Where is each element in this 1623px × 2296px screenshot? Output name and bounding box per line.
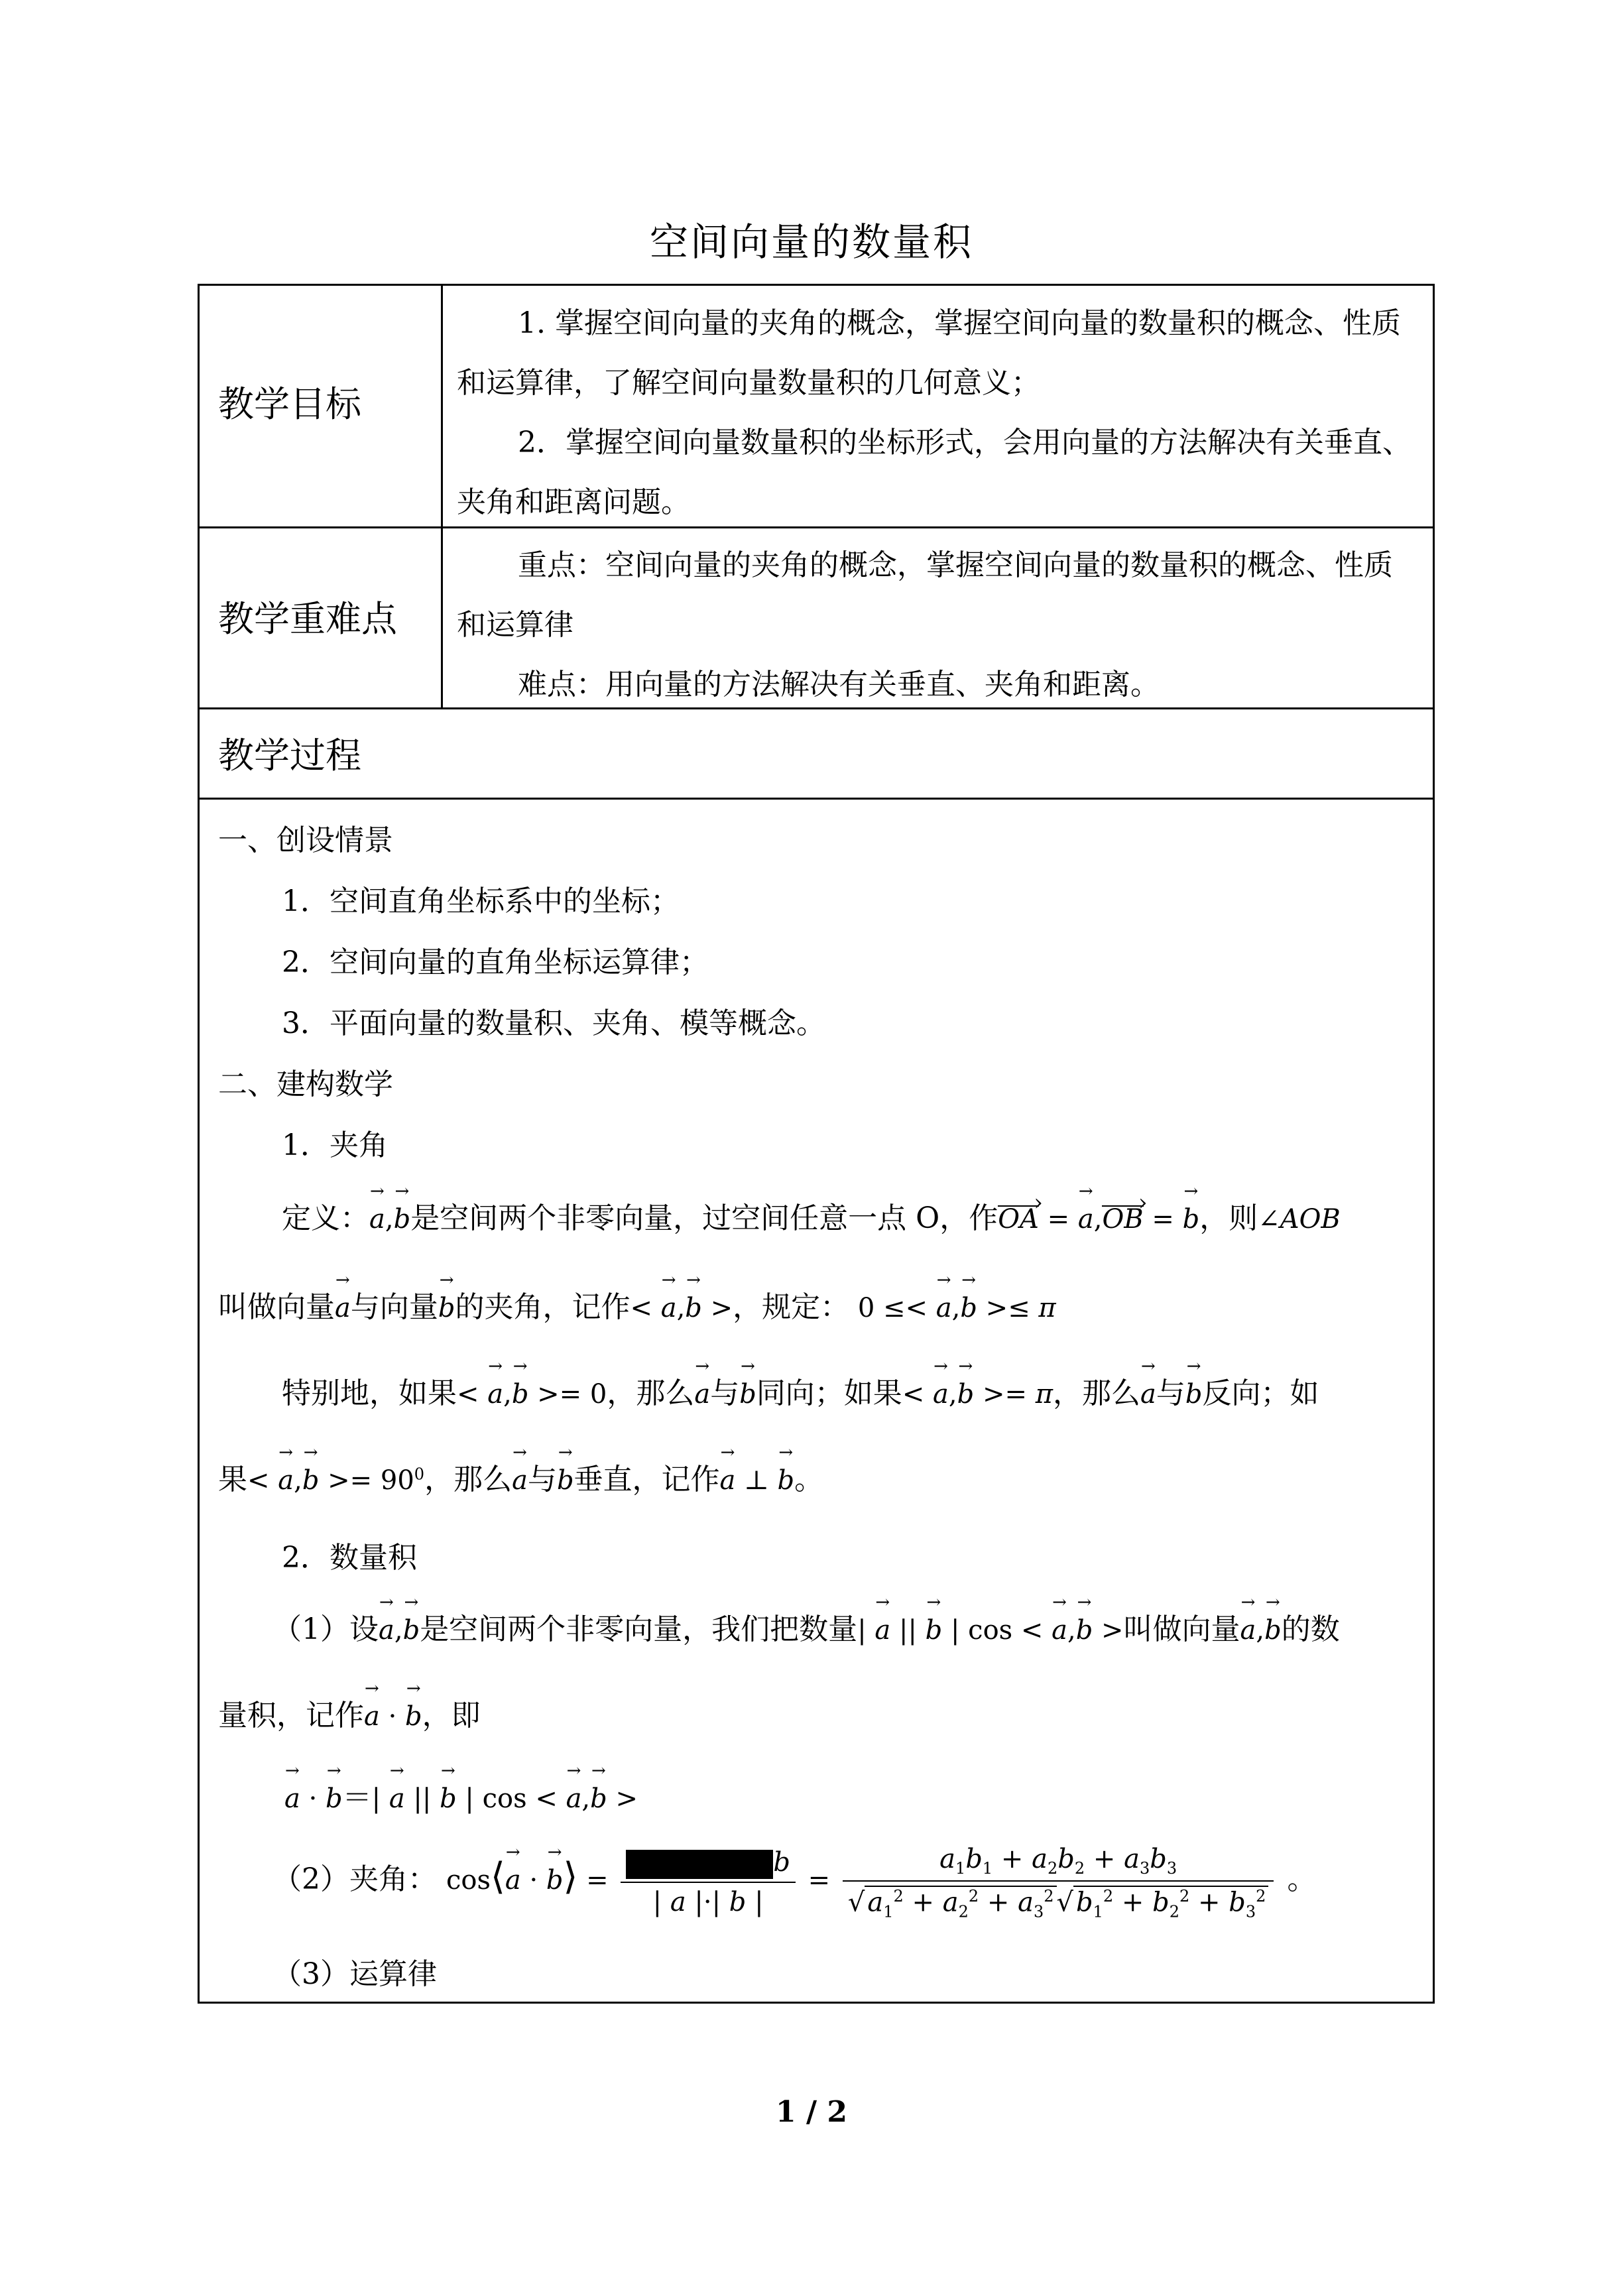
page-number: 1 / 2 bbox=[776, 2095, 847, 2129]
section-1-item-2: 2．空间向量的直角坐标运算律； bbox=[282, 945, 709, 979]
text: 同向；如果 bbox=[756, 1376, 902, 1410]
dot-product-def-line-2: 量积，记作→ a · → b，即 bbox=[218, 1691, 1419, 1734]
text: ，那么 bbox=[424, 1463, 512, 1496]
text: 垂直，记作 bbox=[573, 1463, 720, 1496]
math-angle-aob: ∠AOB bbox=[1258, 1204, 1341, 1235]
difficulties-label: 教学重难点 bbox=[218, 598, 397, 640]
dot-product-def-line-1: （1）设→ a,→ b是空间两个非零向量，我们把数量| → a || → b | cos < → a,→ b >叫做向量→ a,→ b的数 bbox=[272, 1605, 1419, 1648]
angle-definition-line-1 bbox=[282, 1194, 1419, 1237]
text: ，则 bbox=[1199, 1201, 1258, 1235]
page-title: 空间向量的数量积 bbox=[649, 219, 973, 265]
text: 定义： bbox=[282, 1201, 369, 1235]
subsection-dot-product: 2．数量积 bbox=[282, 1541, 417, 1575]
math-magnitude-product: | → a || → b | cos < → a,→ b > bbox=[857, 1615, 1123, 1646]
text: （1）设 bbox=[272, 1612, 379, 1646]
redaction-box bbox=[626, 1850, 773, 1879]
section-1-item-1: 1．空间直角坐标系中的坐标； bbox=[282, 884, 680, 918]
text: ，规定： bbox=[733, 1290, 850, 1324]
text: 特别地，如果 bbox=[282, 1376, 457, 1410]
text: 与 bbox=[710, 1376, 740, 1410]
special-case-line-2: 果< → $a,\to b >= 90^0$，那么→ a与→ b垂直，记作→ a ⊥ → b。 bbox=[218, 1455, 1419, 1498]
text: 叫做向量 bbox=[1123, 1612, 1240, 1646]
text: 与 bbox=[527, 1463, 557, 1496]
text: ，那么 bbox=[607, 1376, 695, 1410]
objective-1: 1. 掌握空间向量的夹角的概念，掌握空间向量的数量积的概念、性质和运算律，了解空间向量数量积的几何意义； bbox=[457, 306, 1401, 400]
key-point: 重点：空间向量的夹角的概念，掌握空间向量的数量积的概念、性质和运算律 bbox=[457, 548, 1393, 642]
difficulties-text bbox=[457, 536, 1419, 715]
section-2-title: 二、建构数学 bbox=[218, 1067, 393, 1101]
text: 反向；如 bbox=[1202, 1376, 1319, 1410]
text: （2）夹角： bbox=[272, 1862, 437, 1897]
math-oa-ob: OA › = → a,OB › = → b bbox=[998, 1204, 1199, 1235]
text: 果 bbox=[218, 1463, 247, 1496]
objectives-label: 教学目标 bbox=[218, 383, 361, 425]
math-a-b: → a,→ b bbox=[369, 1204, 410, 1235]
lesson-table bbox=[198, 284, 1435, 2004]
section-1-title: 一、创设情景 bbox=[218, 823, 393, 857]
math-angle-notation: < → a,→ b > bbox=[630, 1293, 733, 1323]
text: 叫做向量 bbox=[218, 1290, 335, 1324]
operation-rules: （3）运算律 bbox=[272, 1957, 437, 1991]
math-cos-angle: cos⟨→ a · → b⟩ = $\frac{b}{| a |\cdot| b |}$ = $\frac{a_1b_1 + a_2b_2 + a_3b_3}{√ a_1^2 + a_2^2 + a_3^2 √ b_1^2 + b_2^2 + b_3^2}$ bbox=[446, 1865, 1278, 1896]
objectives-text bbox=[457, 294, 1419, 532]
dot-product-formula: → a · → b＝| → a || → b | cos < → a,→ b > bbox=[284, 1774, 1419, 1816]
difficult-point: 难点：用向量的方法解决有关垂直、夹角和距离。 bbox=[518, 668, 1160, 701]
section-1-item-3: 3．平面向量的数量积、夹角、模等概念。 bbox=[282, 1006, 825, 1040]
objective-2: 2．掌握空间向量数量积的坐标形式，会用向量的方法解决有关垂直、夹角和距离问题。 bbox=[457, 426, 1412, 519]
column-divider bbox=[441, 286, 443, 707]
subsection-angle: 1．夹角 bbox=[282, 1128, 388, 1162]
text: 与向量 bbox=[350, 1290, 438, 1324]
angle-formula-line bbox=[272, 1844, 1419, 1921]
text: 是空间两个非零向量，过空间任意一点 O，作 bbox=[410, 1201, 998, 1235]
row-divider-3 bbox=[200, 798, 1433, 800]
text: 量积，记作 bbox=[218, 1699, 364, 1732]
text: 的夹角，记作 bbox=[455, 1290, 631, 1324]
text: 。 bbox=[1287, 1862, 1317, 1897]
text: 与 bbox=[1156, 1376, 1185, 1410]
angle-definition-line-2: 叫做向量→ a与向量→ b的夹角，记作< → a,→ b >，规定： 0 ≤< → a,→ b >≤ π bbox=[218, 1283, 1419, 1325]
text: 。 bbox=[794, 1463, 824, 1496]
process-label: 教学过程 bbox=[218, 735, 361, 776]
text: 是空间两个非零向量，我们把数量 bbox=[420, 1612, 858, 1646]
math-angle-range: 0 ≤< → a,→ b >≤ π bbox=[849, 1293, 1056, 1323]
text: ，那么 bbox=[1053, 1376, 1140, 1410]
text: 的数 bbox=[1281, 1612, 1340, 1646]
special-case-line-1: 特别地，如果< → a,→ b >= 0，那么→ a与→ b同向；如果< → a,→ b >= π，那么→ a与→ b反向；如 bbox=[282, 1369, 1419, 1412]
text: ，即 bbox=[422, 1699, 481, 1732]
